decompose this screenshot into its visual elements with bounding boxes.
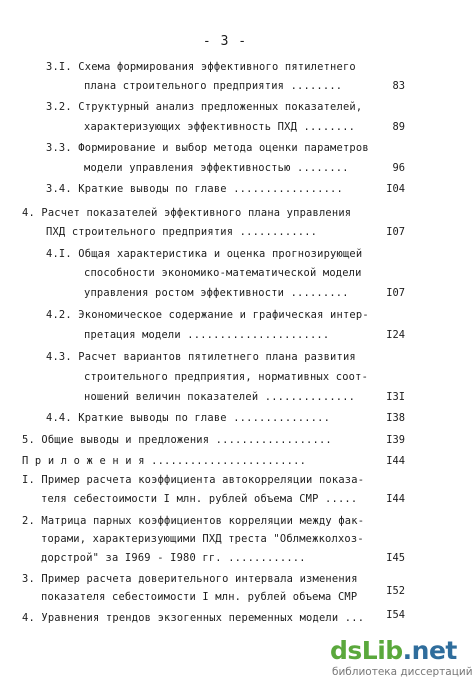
toc-entry-4-2-line-2: претация модели ...................... (84, 329, 330, 341)
toc-appendices-page: I44 (386, 455, 405, 467)
toc-appendix-2-line-2: торами, характеризующими ПХД треста "Облмежколхоз- (41, 533, 364, 545)
toc-entry-4-1-line-2: способности экономико-математической модели (84, 267, 362, 279)
toc-entry-4-2-page: I24 (386, 329, 405, 341)
toc-appendix-1-page: I44 (386, 493, 405, 505)
toc-entry-3-3-line-2: модели управления эффективностью ........ (84, 162, 349, 174)
dslib-logo-main: dsLib (330, 636, 403, 665)
toc-entry-4-page: I07 (386, 226, 405, 238)
toc-entry-4-line-1: 4. Расчет показателей эффективного плана управления (22, 207, 352, 219)
toc-appendix-4-line-1: 4. Уравнения трендов экзогенных переменных модели ... (22, 612, 365, 624)
toc-entry-4-4-line-1: 4.4. Краткие выводы по главе ............... (46, 412, 331, 424)
toc-entry-4-1-line-1: 4.I. Общая характеристика и оценка прогнозирующей (46, 248, 363, 260)
toc-appendices-heading: П р и л о ж е н и я ........................ (22, 455, 307, 467)
toc-entry-3-1-line-2: плана строительного предприятия ........ (84, 80, 343, 92)
toc-appendix-2-line-3: дорстрой" за I969 - I980 гг. ............ (41, 552, 306, 564)
toc-entry-4-4-page: I38 (386, 412, 405, 424)
dslib-caption: библиотека диссертаций (332, 666, 473, 678)
dslib-logo-tld: .net (402, 636, 457, 665)
toc-appendix-3-line-2: показателя себестоимости I млн. рублей объема СМР (41, 591, 358, 603)
toc-appendix-3-line-1: 3. Пример расчета доверительного интервала изменения (22, 573, 358, 585)
toc-entry-3-2-page: 89 (392, 121, 405, 133)
toc-entry-5-line-1: 5. Общие выводы и предложения .................. (22, 434, 332, 446)
toc-entry-3-4-line-1: 3.4. Краткие выводы по главе ................. (46, 183, 343, 195)
toc-appendix-2-line-1: 2. Матрица парных коэффициентов корреляции между фак- (22, 515, 365, 527)
toc-entry-3-3-page: 96 (392, 162, 405, 174)
toc-entry-4-1-page: I07 (386, 287, 405, 299)
toc-entry-4-line-2: ПХД строительного предприятия ............ (46, 226, 318, 238)
toc-entry-4-3-line-2: строительного предприятия, нормативных соот- (84, 371, 369, 383)
toc-appendix-1-line-2: теля себестоимости I млн. рублей объема СМР ..... (41, 493, 358, 505)
toc-entry-4-3-line-1: 4.3. Расчет вариантов пятилетнего плана развития (46, 351, 356, 363)
page-number: - 3 - (202, 34, 248, 49)
toc-entry-4-1-line-3: управления ростом эффективности ......... (84, 287, 349, 299)
toc-appendix-4-page: I54 (386, 609, 405, 621)
toc-entry-3-2-line-2: характеризующих эффективность ПХД ........ (84, 121, 356, 133)
toc-entry-3-4-page: I04 (386, 183, 405, 195)
dslib-logo (330, 636, 457, 665)
toc-entry-3-1-line-1: 3.I. Схема формирования эффективного пятилетнего (46, 61, 356, 73)
toc-entry-3-3-line-1: 3.3. Формирование и выбор метода оценки параметров (46, 142, 369, 154)
toc-entry-5-page: I39 (386, 434, 405, 446)
toc-appendix-2-page: I45 (386, 552, 405, 564)
dslib-watermark (330, 636, 473, 684)
toc-entry-4-3-page: I3I (386, 391, 405, 403)
toc-appendix-3-page: I52 (386, 585, 405, 597)
toc-entry-4-2-line-1: 4.2. Экономическое содержание и графическая интер- (46, 309, 369, 321)
toc-entry-3-2-line-1: 3.2. Структурный анализ предложенных показателей, (46, 101, 363, 113)
toc-appendix-1-line-1: I. Пример расчета коэффициента автокорреляции показа- (22, 474, 365, 486)
toc-entry-4-3-line-3: ношений величин показателей .............. (84, 391, 356, 403)
toc-entry-3-1-page: 83 (392, 80, 405, 92)
